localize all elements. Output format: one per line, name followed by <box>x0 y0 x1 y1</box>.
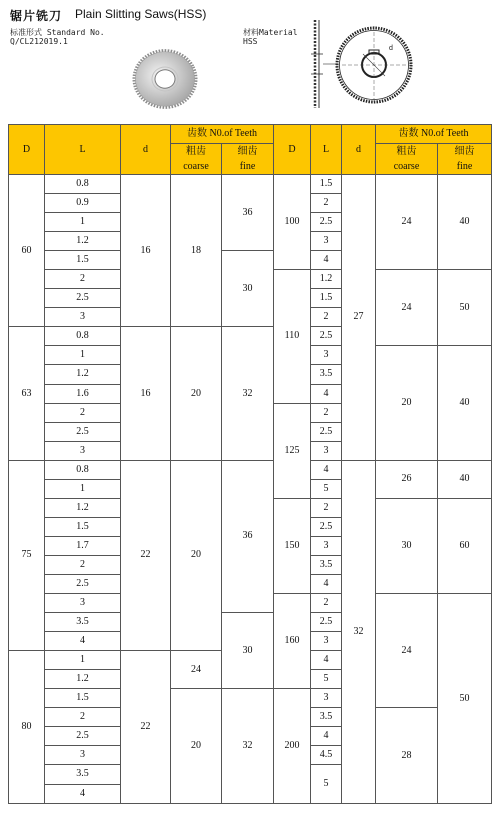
right-cell-L: 4 <box>311 460 342 479</box>
right-cell-fine: 40 <box>438 175 492 270</box>
right-cell-coarse: 24 <box>376 270 438 346</box>
left-cell-fine: 32 <box>222 327 274 460</box>
right-cell-L: 1.5 <box>311 289 342 308</box>
right-cell-D: 150 <box>274 498 311 593</box>
right-cell-L: 4 <box>311 251 342 270</box>
right-cell-D: 100 <box>274 175 311 270</box>
left-cell-L: 1.6 <box>45 384 121 403</box>
header-L-right: L <box>311 125 342 175</box>
right-cell-d: 27 <box>342 175 376 461</box>
saw-technical-drawing <box>303 16 413 112</box>
left-cell-coarse: 20 <box>171 460 222 650</box>
left-cell-L: 3 <box>45 746 121 765</box>
left-cell-fine: 36 <box>222 175 274 251</box>
right-cell-coarse: 26 <box>376 460 438 498</box>
left-cell-fine: 32 <box>222 689 274 804</box>
right-cell-L: 3 <box>311 232 342 251</box>
left-cell-L: 3.5 <box>45 765 121 784</box>
right-cell-L: 2.5 <box>311 327 342 346</box>
left-cell-d: 22 <box>121 651 171 804</box>
right-cell-fine: 50 <box>438 594 492 804</box>
right-cell-L: 4 <box>311 651 342 670</box>
right-cell-L: 3 <box>311 346 342 365</box>
right-cell-L: 4 <box>311 384 342 403</box>
right-cell-coarse: 24 <box>376 175 438 270</box>
left-cell-D: 75 <box>9 460 45 650</box>
left-cell-L: 1.2 <box>45 498 121 517</box>
right-cell-coarse: 24 <box>376 594 438 708</box>
left-cell-coarse: 18 <box>171 175 222 327</box>
header-teeth-right: 齿数 N0.of Teeth <box>376 125 492 144</box>
standard-code: Q/CL212019.1 <box>10 37 68 46</box>
left-cell-L: 0.8 <box>45 327 121 346</box>
right-cell-D: 125 <box>274 403 311 498</box>
left-cell-fine: 36 <box>222 460 274 612</box>
right-cell-d: 32 <box>342 460 376 803</box>
left-cell-L: 2 <box>45 708 121 727</box>
left-cell-L: 2.5 <box>45 289 121 308</box>
right-cell-L: 3 <box>311 632 342 651</box>
header-L: L <box>45 125 121 175</box>
right-cell-D: 160 <box>274 594 311 689</box>
right-cell-coarse: 28 <box>376 708 438 804</box>
right-cell-L: 2.5 <box>311 613 342 632</box>
left-cell-L: 1.2 <box>45 365 121 384</box>
left-cell-L: 2.5 <box>45 422 121 441</box>
left-cell-L: 1 <box>45 213 121 232</box>
left-cell-L: 0.9 <box>45 194 121 213</box>
right-cell-fine: 40 <box>438 346 492 460</box>
saw-photo-image <box>130 46 200 112</box>
header-d: d <box>121 125 171 175</box>
title-chinese: 锯片铣刀 <box>10 9 63 23</box>
left-cell-D: 63 <box>9 327 45 460</box>
right-cell-L: 1.2 <box>311 270 342 289</box>
left-cell-L: 1 <box>45 651 121 670</box>
right-cell-L: 2 <box>311 594 342 613</box>
right-cell-coarse: 30 <box>376 498 438 593</box>
header-fine: 细齿 fine <box>222 144 274 175</box>
left-cell-L: 3 <box>45 594 121 613</box>
right-cell-L: 2.5 <box>311 213 342 232</box>
left-cell-L: 1.5 <box>45 689 121 708</box>
left-cell-coarse: 20 <box>171 689 222 804</box>
right-cell-L: 3 <box>311 689 342 708</box>
page-header <box>0 0 499 118</box>
header-d-right: d <box>342 125 376 175</box>
right-cell-L: 4 <box>311 574 342 593</box>
left-cell-L: 1 <box>45 346 121 365</box>
right-cell-L: 2 <box>311 403 342 422</box>
left-cell-L: 2.5 <box>45 574 121 593</box>
material-value: HSS <box>243 37 258 46</box>
material-label: 材料Material <box>243 28 298 37</box>
right-cell-L: 2 <box>311 194 342 213</box>
left-cell-L: 0.8 <box>45 175 121 194</box>
right-cell-L: 4 <box>311 727 342 746</box>
left-cell-L: 4 <box>45 784 121 804</box>
right-cell-D: 200 <box>274 689 311 804</box>
left-cell-d: 16 <box>121 327 171 460</box>
right-cell-fine: 60 <box>438 498 492 593</box>
right-cell-L: 3 <box>311 441 342 460</box>
right-cell-L: 2 <box>311 308 342 327</box>
left-cell-d: 16 <box>121 175 171 327</box>
right-cell-L: 2 <box>311 498 342 517</box>
left-cell-D: 80 <box>9 651 45 804</box>
left-cell-L: 1.5 <box>45 251 121 270</box>
spec-table-body <box>9 175 492 804</box>
left-cell-L: 4 <box>45 632 121 651</box>
right-cell-L: 5 <box>311 670 342 689</box>
right-cell-L: 1.5 <box>311 175 342 194</box>
spec-table-container <box>8 124 491 804</box>
right-cell-L: 2.5 <box>311 422 342 441</box>
right-cell-fine: 50 <box>438 270 492 346</box>
header-coarse-right: 粗齿 coarse <box>376 144 438 175</box>
left-cell-L: 3 <box>45 441 121 460</box>
right-cell-L: 4.5 <box>311 746 342 765</box>
drawing-d-label: d <box>389 45 393 52</box>
left-cell-L: 1.7 <box>45 536 121 555</box>
header-fine-right: 细齿 fine <box>438 144 492 175</box>
left-cell-L: 2 <box>45 555 121 574</box>
left-cell-L: 3.5 <box>45 613 121 632</box>
right-cell-L: 3 <box>311 536 342 555</box>
left-cell-L: 2 <box>45 270 121 289</box>
left-cell-d: 22 <box>121 460 171 650</box>
left-cell-L: 1 <box>45 479 121 498</box>
left-cell-L: 2.5 <box>45 727 121 746</box>
header-D: D <box>9 125 45 175</box>
left-cell-coarse: 24 <box>171 651 222 689</box>
table-row <box>9 460 492 479</box>
right-cell-L: 5 <box>311 479 342 498</box>
header-D-right: D <box>274 125 311 175</box>
left-cell-L: 1.5 <box>45 517 121 536</box>
right-cell-L: 2.5 <box>311 517 342 536</box>
right-cell-fine: 40 <box>438 460 492 498</box>
standard-label: 标准形式 Standard No. <box>10 28 105 37</box>
right-cell-coarse: 20 <box>376 346 438 460</box>
title-english: Plain Slitting Saws(HSS) <box>75 7 207 21</box>
left-cell-fine: 30 <box>222 613 274 689</box>
left-cell-coarse: 20 <box>171 327 222 460</box>
right-cell-L: 3.5 <box>311 365 342 384</box>
left-cell-L: 1.2 <box>45 232 121 251</box>
right-cell-D: 110 <box>274 270 311 403</box>
header-teeth: 齿数 N0.of Teeth <box>171 125 274 144</box>
left-cell-D: 60 <box>9 175 45 327</box>
table-row <box>9 175 492 194</box>
left-cell-fine: 30 <box>222 251 274 327</box>
spec-table <box>8 124 492 804</box>
left-cell-L: 0.8 <box>45 460 121 479</box>
right-cell-L: 5 <box>311 765 342 804</box>
right-cell-L: 3.5 <box>311 708 342 727</box>
left-cell-L: 1.2 <box>45 670 121 689</box>
left-cell-L: 3 <box>45 308 121 327</box>
header-coarse: 粗齿 coarse <box>171 144 222 175</box>
left-cell-L: 2 <box>45 403 121 422</box>
right-cell-L: 3.5 <box>311 555 342 574</box>
